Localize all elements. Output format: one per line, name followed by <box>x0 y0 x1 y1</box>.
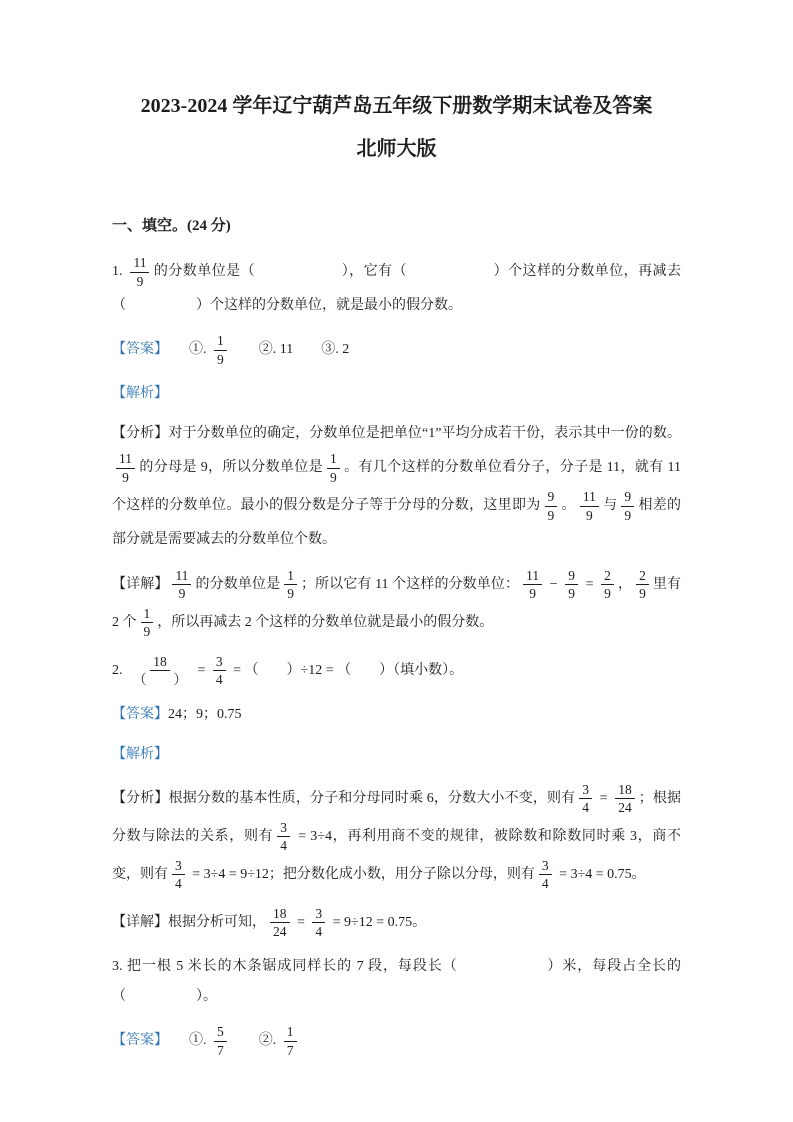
fraction <box>601 568 614 602</box>
fraction <box>615 782 635 816</box>
text-run: ， <box>617 576 633 592</box>
fraction-denominator: 4 <box>215 672 223 688</box>
fraction-numerator: 18 <box>150 654 170 672</box>
fraction <box>621 489 634 523</box>
question-2-answer <box>112 700 681 730</box>
text-run: 【详解】 <box>112 576 169 592</box>
fraction-denominator: 9 <box>547 507 555 523</box>
fraction-numerator: 11 <box>172 568 191 586</box>
fraction <box>579 782 592 816</box>
text-run: − <box>546 576 562 592</box>
fraction-denominator: 9 <box>330 469 337 485</box>
question-1-explanation <box>112 566 681 642</box>
fraction-denominator: 9 <box>604 586 611 602</box>
text-run: = 3÷4 = 9÷12；把分数化成小数，用分子除以分母，则有 <box>188 867 535 883</box>
fraction <box>130 255 149 289</box>
fraction-numerator: 3 <box>213 654 226 672</box>
text-run: ①. <box>161 1033 210 1049</box>
question-3 <box>112 952 681 1012</box>
fraction-denominator: 9 <box>178 586 186 602</box>
fraction-numerator: 9 <box>565 568 578 586</box>
fraction <box>172 858 185 892</box>
question-1-answer <box>112 331 681 369</box>
fraction-denominator: 9 <box>639 586 646 602</box>
fraction-numerator: 9 <box>545 489 558 507</box>
text-run: 的分数单位是 <box>195 576 281 592</box>
text-run: 【分析】根据分数的基本性质，分子和分母同时乘 6，分数大小不变，则有 <box>112 791 576 807</box>
fraction-numerator: 3 <box>579 782 592 800</box>
fraction-denominator: 7 <box>286 1042 294 1058</box>
fraction-denominator: 9 <box>529 586 536 602</box>
text-run: = （ ）÷12 = （ ）（填小数）。 <box>229 662 464 678</box>
blue-label-tag: 【答案】 <box>112 1033 161 1049</box>
text-run: 。有几个这样的分数单位看分子，分子是 11，就有 11 个这样的分数单位。最小的假分数是分子等于分母的分数，这里即为 <box>112 460 681 514</box>
fraction-numerator: 1 <box>141 606 154 624</box>
text-run: = <box>293 915 309 931</box>
fraction-denominator: 9 <box>624 507 632 523</box>
fraction-numerator: 3 <box>312 906 325 924</box>
fraction <box>277 820 290 854</box>
fraction <box>284 1024 297 1058</box>
fraction <box>636 568 649 602</box>
fraction <box>565 568 578 602</box>
fraction-denominator: 4 <box>582 800 590 816</box>
fraction <box>539 858 552 892</box>
text-run: 【分析】对于分数单位的确定，分数单位是把单位“1”平均分成若干份，表示其中一份的数。 <box>112 426 681 442</box>
text-run: 3. 把一根 5 米长的木条锯成同样长的 7 段，每段长（ ）米，每段占全长的（ ）。 <box>112 958 681 1004</box>
fraction <box>580 489 599 523</box>
fraction-denominator: 7 <box>217 1042 224 1058</box>
text-run: 与 <box>602 498 618 514</box>
fraction <box>214 333 227 367</box>
fraction-numerator: 2 <box>601 568 614 586</box>
text-run: 相差的部分就是需要减去的分数单位个数。 <box>112 498 682 548</box>
fraction-denominator: 24 <box>273 924 287 940</box>
text-run: ②. <box>230 1033 280 1049</box>
fraction-denominator: 4 <box>175 876 182 892</box>
text-run: = 3÷4，再利用商不变的规律，被除数和除数同时乘 3，商不变，则有 <box>112 829 682 883</box>
fraction-numerator: 1 <box>327 451 340 469</box>
blue-label-tag: 【解析】 <box>112 386 168 402</box>
fraction-numerator: 11 <box>580 489 599 507</box>
blue-label-tag: 【答案】 <box>112 706 168 722</box>
fraction <box>141 606 154 640</box>
fraction-numerator: 5 <box>214 1024 227 1042</box>
fraction-numerator: 3 <box>277 820 290 838</box>
fraction <box>213 654 226 688</box>
fraction-denominator: 24 <box>618 800 632 816</box>
fraction-denominator: 9 <box>122 469 129 485</box>
text-run: 的分母是 9，所以分数单位是 <box>139 460 324 476</box>
blue-label-tag: 【答案】 <box>112 342 161 358</box>
fraction <box>270 906 290 940</box>
blue-label-tag: 【解析】 <box>112 746 168 762</box>
fraction-numerator: 1 <box>214 333 227 351</box>
fraction-numerator: 3 <box>539 858 552 876</box>
text-run: ②. 11 ③. 2 <box>230 342 350 358</box>
text-run: ；所以它有 11 个这样的分数单位： <box>300 576 520 592</box>
fraction <box>130 654 190 688</box>
text-run: 2. <box>112 662 126 678</box>
fraction <box>214 1024 227 1058</box>
question-1 <box>112 253 681 321</box>
question-3-answer <box>112 1022 681 1060</box>
text-run: = <box>596 791 612 807</box>
fraction-denominator: 9 <box>217 351 224 367</box>
text-run: 【详解】根据分析可知， <box>112 915 266 931</box>
fraction-denominator: 9 <box>287 586 294 602</box>
fraction-numerator: 11 <box>523 568 542 586</box>
text-run: = 9÷12 = 0.75。 <box>329 915 427 931</box>
fraction-numerator: 1 <box>284 1024 297 1042</box>
fraction-denominator: 4 <box>280 838 288 854</box>
question-1-analysis <box>112 419 681 555</box>
text-run: 的分数单位是（ ），它有（ ）个这样的分数单位，再减去（ ）个这样的分数单位，就是最小的假分数。 <box>112 264 682 314</box>
text-run: ；根据分数与除法的关系，则有 <box>112 791 681 845</box>
text-run: ①. <box>161 342 210 358</box>
text-run: 。 <box>561 498 576 514</box>
fraction <box>284 568 297 602</box>
exam-title-line-2: 北师大版 <box>356 138 437 160</box>
fraction-numerator: 2 <box>636 568 649 586</box>
fraction-denominator: 4 <box>541 876 549 892</box>
fraction <box>327 451 340 485</box>
question-2-analysis <box>112 780 681 894</box>
text-run: = <box>194 662 209 678</box>
question-2 <box>112 652 681 690</box>
fraction-numerator: 18 <box>270 906 290 924</box>
question-2-explanation <box>112 904 681 942</box>
question-2-analysis-label <box>112 740 681 770</box>
text-run: = 3÷4 = 0.75。 <box>555 867 646 883</box>
fraction <box>312 906 325 940</box>
section-1-heading: 一、填空。(24 分) <box>112 218 231 234</box>
fraction-numerator: 9 <box>621 489 634 507</box>
fraction-denominator: 9 <box>568 586 575 602</box>
fraction-numerator: 11 <box>116 451 135 469</box>
fraction <box>172 568 191 602</box>
fraction-denominator: 9 <box>143 624 151 640</box>
text-run: = <box>581 576 598 592</box>
fraction-numerator: 18 <box>615 782 635 800</box>
fraction-numerator: 1 <box>284 568 297 586</box>
fraction-denominator: 4 <box>315 924 323 940</box>
text-run: 1. <box>112 264 127 280</box>
exam-title-line-1: 2023-2024 学年辽宁葫芦岛五年级下册数学期末试卷及答案 <box>140 95 653 117</box>
text-run: ，所以再减去 2 个这样的分数单位就是最小的假分数。 <box>157 614 494 630</box>
fraction-denominator: 9 <box>585 507 593 523</box>
fraction-denominator: 9 <box>136 273 144 289</box>
fraction <box>116 451 135 485</box>
text-run: 24；9；0.75 <box>168 706 242 722</box>
fraction-numerator: 11 <box>130 255 149 273</box>
text-run: 里有 2 个 <box>112 576 682 630</box>
question-1-analysis-label <box>112 379 681 409</box>
fraction-denominator: （ ） <box>133 672 187 688</box>
fraction-numerator: 3 <box>172 858 185 876</box>
fraction <box>523 568 542 602</box>
fraction <box>545 489 558 523</box>
